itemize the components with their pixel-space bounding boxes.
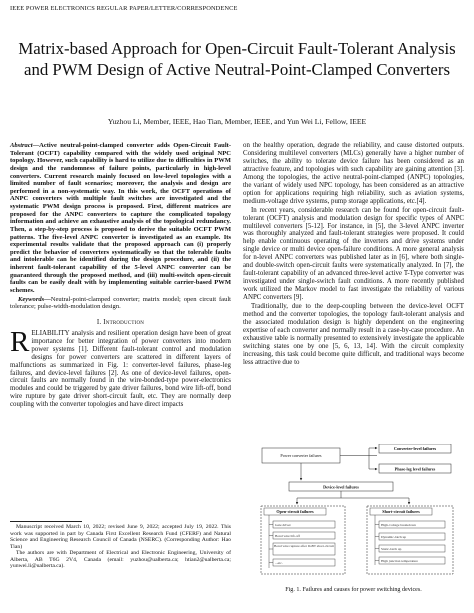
left-column	[10, 142, 231, 409]
keywords-label: Keywords	[18, 295, 45, 303]
node-label: Dynamic-latch up	[381, 535, 407, 539]
body-paragraph: In recent years, considerable research can be found for open-circuit fault-tolerant (OCFT) analysis and modulation design for specific types of ANPC multilevel converters [5-12]. For instance, in [5], the 3-level ANPC inverter was thoroughly analyzed and fault-tolerant strategies were proposed. It could help enable continuous operating of the inverters and drive systems under single device or multi device open-failure conditions. A more general analysis for n-level ANPC converters was published later as in [6], where both single- and double-switch open-circuit faults were systematically analyzed. In [7], the fault-tolerant capability of an advanced three-level active T-Type converter was investigated under single-switch fault conditions. A more recently published work utilized the Markov model to fast investigate the reliability of various ANPC converters [9].	[243, 206, 464, 302]
section-heading-introduction: I. Introduction	[96, 318, 145, 326]
node-label: Bond wire rupture after IGBT short-circuit	[274, 543, 334, 548]
node-label: Power converter failures	[280, 453, 322, 458]
journal-header: IEEE POWER ELECTRONICS REGULAR PAPER/LETTER/CORRESPONDENCE	[10, 5, 238, 12]
node-label: Short-circuit failures	[382, 509, 420, 515]
keywords-dash: —	[44, 295, 51, 303]
failure-diagram	[259, 444, 455, 576]
abstract	[10, 142, 231, 295]
node-label: Converter-level failures	[393, 446, 437, 451]
figure-caption: Fig. 1. Failures and causes for power switching devices.	[285, 587, 422, 593]
paper-title: Matrix-based Approach for Open-Circuit Fault-Tolerant Analysis and PWM Design of Active Neutral-Point-Clamped Converters	[18, 39, 456, 79]
node-label: Open-circuit failures	[276, 509, 314, 515]
figure-1	[259, 444, 455, 576]
node-label: Static-latch up	[381, 547, 402, 551]
node-label: High junction temperature	[381, 559, 418, 563]
intro-text: analysis and resilient operation design have been of great importance for better integration of power converters into modern power systems [1]. Different fault-tolerant control and modulation designs for power converters are scattered in different layers of malfunctions as summarized in Fig. 1: converter-level failures, phase-leg failures, and device-level failures [2]. As one of device-level failures, open-circuit faults are normally found in the wire-bonded-type power-electronics modules and could be triggered by gate driver failures, bond wire lift-off, bond wire rupture by gate driver short-circuit fault, etc. They are normally deep coupling with the converter topologies and have direct impacts	[10, 329, 231, 409]
body-paragraph: on the healthy operation, degrade the reliability, and cause distorted outputs. Considering multilevel converters (MLCs) generally have a higher number of switches, the ability to tolerate device failure has been considered as an attractive feature, and topologies with such capability are gaining attention [3]. Among the topologies, the active neutral-point-clamped (ANPC) topologies, the variant of widely used NPC topology, has been considered as an attractive option for applications requiring high reliability, such as aviation systems, medium-voltage drive systems, pump storage applications, etc.[4].	[243, 142, 464, 205]
body-paragraph: Traditionally, due to the deep-coupling between the device-level OCFT method and the converter topologies, the topology fault-tolerant analysis and the associated modulation design is highly dependent on the engineering expertise of each converter and normally result in a case-by-case procedure. An exhaustive table is normally presented to extensively investigate the applicable switching states one by one [5, 6, 13, 14]. With the circuit complexity increasing, this task could become quite difficult, and traditional ways become less attractive due to	[243, 303, 464, 366]
node-label: High-voltage breakdown	[381, 523, 416, 527]
keywords-text: Neutral-point-clamped converter; matrix model; open circuit fault tolerance; pulse-width-modulation design.	[10, 295, 231, 311]
footnote-rule	[10, 521, 82, 522]
drop-cap: R	[10, 325, 30, 358]
node-label: ...etc.	[275, 561, 283, 565]
footnotes	[10, 524, 231, 570]
author-line: Yuzhou Li, Member, IEEE, Hao Tian, Member, IEEE, and Yun Wei Li, Fellow, IEEE	[107, 117, 367, 126]
intro-first-word: ELIABILITY	[31, 329, 70, 337]
node-label: Device-level failures	[323, 484, 359, 490]
intro-paragraph	[10, 325, 231, 410]
node-label: Gate driver	[275, 523, 291, 527]
right-column	[243, 142, 464, 368]
node-label: Phase-leg level failures	[394, 466, 436, 472]
footnote-affiliation: The authors are with Department of Electrical and Electronic Engineering, University of Alberta, AB T6G 2V4, Canada (email: yuzhou@ualberta.ca; htian2@ualberta.ca; yunwei.li@ualberta.ca).	[10, 550, 231, 569]
abstract-text: Active neutral-point-clamped converter adds Open-Circuit Fault-Tolerant (OCFT) capability compared with the widely used original NPC topology. However, such capability is hard to utilize due to difficulties in PWM design and the randomness of failure points, particularly in high-level converters. Current research mainly focused on low-level topologies with a limited number of fault scenarios; moreover, the analysis and design are performed in a non-systematic way. In this work, the OCFT operations of ANPC converters with multiple fault switches are investigated and the systematic PWM design process is proposed. First, different matrices are proposed for the ANPC converters to capture the complicated topology information and achieve an exhaustive analysis of the topological redundancy. Then, a step-by-step process is proposed to derive the suitable OCFT PWM patterns. The five-level ANPC converter is investigated as an example. Its experimental results validate that the proposed approach can (i) properly predict the behavior of converters systematically so that the tolerable faults and intolerable can be identified during the design procedure, and (ii) the inherent fault-tolerant capability of the 5-level ANPC converter can be guaranteed through the proposed method, and (iii) multi-switch open-circuit faults can be easily dealt with by implementing suitable carrier-based PWM schemes.	[10, 142, 231, 294]
abstract-dash: —	[32, 142, 40, 149]
footnote-manuscript: Manuscript received March 10, 2022; revised June 9, 2022; accepted July 19, 2022. This work was supported in part by Canada First Excellent Research Fund (CFERF) and Natural Science and Engineering Research Council of Canada (NSERC). (Corresponding Author: Hao Tian)	[10, 524, 231, 550]
keywords	[10, 296, 231, 311]
node-label: Bond wire lift-off	[275, 534, 300, 538]
abstract-label: Abstract	[10, 142, 33, 149]
